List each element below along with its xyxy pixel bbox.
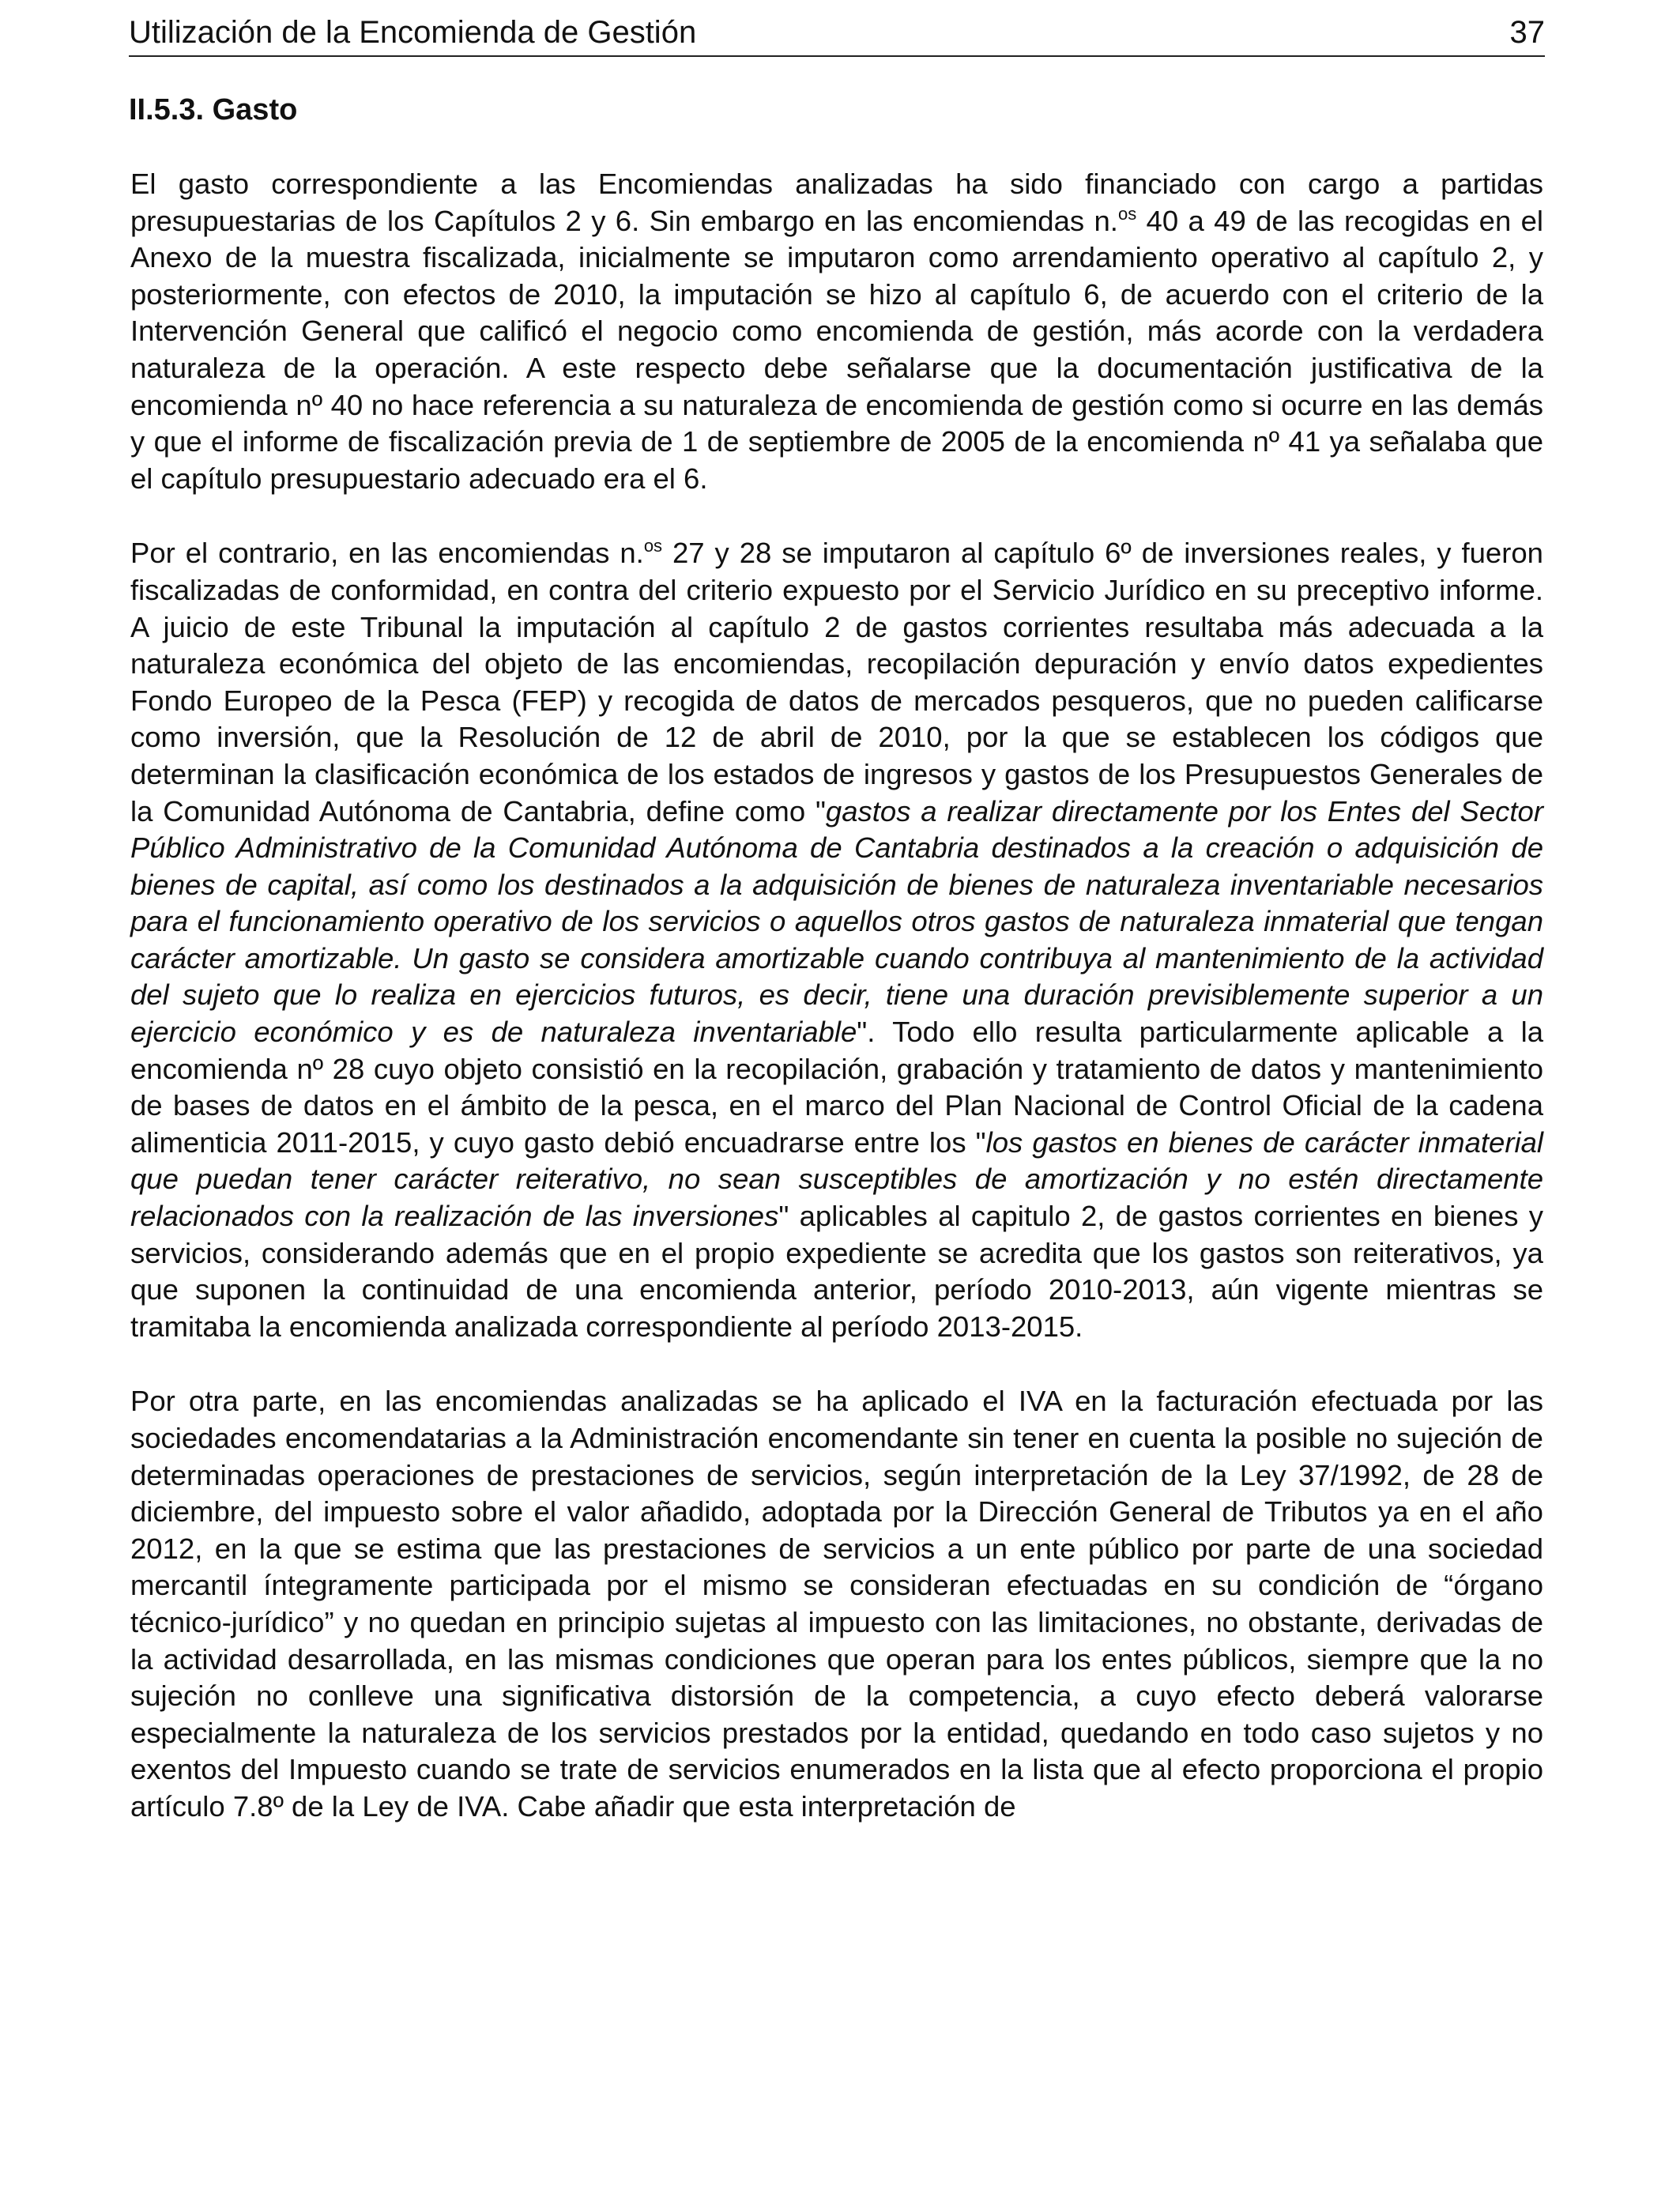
paragraph-1-text-b: 40 a 49 de las recogidas en el Anexo de la muestra fiscalizada, inicialmente se imputaron como arrendamiento operativo al capítulo 2, y posteriormente, con efectos de 2010, la imputación se hizo al capítulo 6, de acuerdo con el criterio de la Intervención General que calificó el negocio como encomienda de gestión, más acorde con la verdadera naturaleza de la operación. A este respecto debe señalarse que la documentación justificativa de la encomienda nº 40 no hace referencia a su naturaleza de encomienda de gestión como si ocurre en las demás y que el informe de fiscalización previa de 1 de septiembre de 2005 de la encomienda nº 41 ya señalaba que el capítulo presupuestario adecuado era el 6. (130, 204, 1544, 495)
paragraph-3-text: Por otra parte, en las encomiendas analizadas se ha aplicado el IVA en la facturación efectuada por las sociedades encomendatarias a la Administración encomendante sin tener en cuenta la posible no sujeción de determinadas operaciones de prestaciones de servicios, según interpretación de la Ley 37/1992, de 28 de diciembre, del impuesto sobre el valor añadido, adoptada por la Dirección General de Tributos ya en el año 2012, en la que se estima que las prestaciones de servicios a un ente público por parte de una sociedad mercantil íntegramente participada por el mismo se consideran efectuadas en su condición de “órgano técnico-jurídico” y no quedan en principio sujetas al impuesto con las limitaciones, no obstante, derivadas de la actividad desarrollada, en las mismas condiciones que operan para los entes públicos, siempre que la no sujeción no conlleve una significativa distorsión de la competencia, a cuyo efecto deberá valorarse especialmente la naturaleza de los servicios prestados por la entidad, quedando en todo caso sujetos y no exentos del Impuesto cuando se trate de servicios enumerados en la lista que al efecto proporciona el propio artículo 7.8º de la Ley de IVA. Cabe añadir que esta interpretación de (130, 1385, 1543, 1823)
paragraph-2-text-f: " aplicables al capitulo 2, de gastos corrientes en bienes y servicios, considerando además que en el propio expediente se acredita que los gastos son reiterativos, ya que suponen la continuidad de una encomienda anterior, período 2010-2013, aún vigente mientras se tramitaba la encomienda analizada correspondiente al período 2013-2015. (130, 1200, 1543, 1343)
paragraph-1-superscript: os (1117, 203, 1137, 224)
body-text (130, 166, 1543, 1864)
header-title: Utilización de la Encomienda de Gestión (129, 15, 697, 50)
paragraph-2-text-a: Por el contrario, en las encomiendas n. (130, 537, 644, 570)
paragraph-2-superscript: os (643, 536, 663, 556)
paragraph-1-text-a: El gasto correspondiente a las Encomiendas analizadas ha sido financiado con cargo a partidas presupuestarias de los Capítulos 2 y 6. Sin embargo en las encomiendas n. (130, 168, 1543, 237)
page-number: 37 (1509, 15, 1545, 50)
paragraph-2-text-b: 27 y 28 se imputaron al capítulo 6º de inversiones reales, y fueron fiscalizadas de conformidad, en contra del criterio expuesto por el Servicio Jurídico en su preceptivo informe. A juicio de este Tribunal la imputación al capítulo 2 de gastos corrientes resultaba más adecuada a la naturaleza económica del objeto de las encomiendas, recopilación depuración y envío datos expedientes Fondo Europeo de la Pesca (FEP) y recogida de datos de mercados pesqueros, que no pueden calificarse como inversión, que la Resolución de 12 de abril de 2010, por la que se establecen los códigos que determinan la clasificación económica de los estados de ingresos y gastos de los Presupuestos Generales de la Comunidad Autónoma de Cantabria, define como " (130, 537, 1543, 827)
paragraph-2 (130, 535, 1543, 1345)
page-header (129, 13, 1545, 57)
paragraph-2-text-d: ". Todo ello resulta particularmente aplicable a la encomienda nº 28 cuyo objeto consistió en la recopilación, grabación y tratamiento de datos y mantenimiento de bases de datos en el ámbito de la pesca, en el marco del Plan Nacional de Control Oficial de la cadena alimenticia 2011-2015, y cuyo gasto debió encuadrarse entre los " (130, 1016, 1543, 1159)
paragraph-3 (130, 1383, 1543, 1825)
paragraph-2-quote-2: los gastos en bienes de carácter inmaterial que puedan tener carácter reiterativo, no sean susceptibles de amortización y no estén directamente relacionados con la realización de las inversiones (130, 1125, 1544, 1233)
section-heading: II.5.3. Gasto (129, 93, 298, 126)
paragraph-1 (130, 166, 1543, 497)
paragraph-2-quote-1: gastos a realizar directamente por los Entes del Sector Público Administrativo de la Comunidad Autónoma de Cantabria destinados a la creación o adquisición de bienes de capital, así como los destinados a la adquisición de bienes de naturaleza inventariable necesarios para el funcionamiento operativo de los servicios o aquellos otros gastos de naturaleza inmaterial que tengan carácter amortizable. Un gasto se considera amortizable cuando contribuya al mantenimiento de la actividad del sujeto que lo realiza en ejercicios futuros, es decir, tiene una duración previsiblemente superior a un ejercicio económico y es de naturaleza inventariable (130, 794, 1543, 1049)
